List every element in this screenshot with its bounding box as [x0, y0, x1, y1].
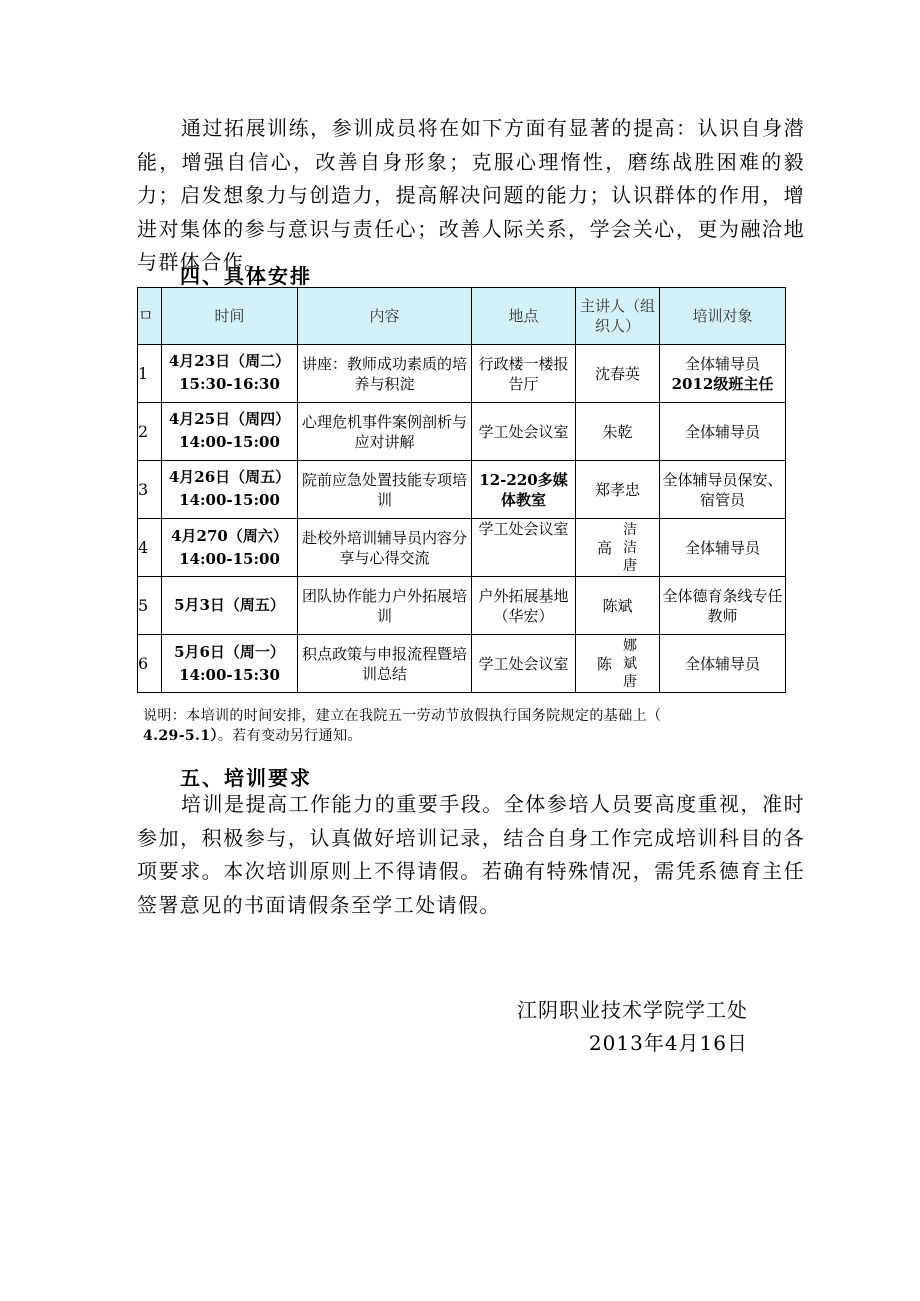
row-time-text: 4月23日（周二）15:30-16:30: [168, 351, 291, 393]
header-content: 内容: [298, 288, 472, 345]
section-4-title: 四、具体安排: [180, 264, 312, 288]
row-content: 心理危机事件案例剖析与应对讲解: [298, 403, 472, 461]
row-target: 全体辅导员: [660, 403, 786, 461]
header-no: ㅁ: [138, 288, 162, 345]
row-speaker-right: 洁洁唐: [623, 521, 637, 574]
note-text-end: 。若有变动另行通知。: [217, 728, 362, 744]
section-5-title: 五、培训要求: [180, 766, 312, 790]
header-target: 培训对象: [660, 288, 786, 345]
row-time: [162, 577, 298, 635]
row-content: 积点政策与申报流程暨培训总结: [298, 635, 472, 693]
note-text: 说明：本培训的时间安排，建立在我院五一劳动节放假执行国务院规定的基础上（: [143, 708, 662, 724]
row-no: 6: [138, 635, 162, 693]
table-note: [143, 706, 803, 746]
row-speaker-left: 陈: [596, 654, 612, 673]
row-speaker-right: 娜斌唐: [623, 637, 637, 690]
row-time-line1: 5月6日（周一）: [174, 642, 285, 661]
row-time-line1: 5月3日（周五）: [174, 596, 285, 614]
row-place: 12-220多媒体教室: [472, 461, 576, 519]
row-speaker: [576, 635, 660, 693]
table-row: [138, 345, 786, 403]
header-speaker: 主讲人（组织人）: [576, 288, 660, 345]
row-place: 学工处会议室: [472, 403, 576, 461]
row-no: 3: [138, 461, 162, 519]
table-row: [138, 635, 786, 693]
row-speaker: [576, 519, 660, 577]
row-content: 院前应急处置技能专项培训: [298, 461, 472, 519]
row-time: [162, 519, 298, 577]
row-speaker: 朱乾: [576, 403, 660, 461]
row-speaker: 沈春英: [576, 345, 660, 403]
signature-org: 江阴职业技术学院学工处: [517, 998, 748, 1022]
signature-date: 2013年4月16日: [588, 1031, 748, 1055]
row-time-line2: 14:00-15:00: [179, 549, 280, 568]
intro-paragraph: 通过拓展训练，参训成员将在如下方面有显著的提高：认识自身潜能，增强自信心，改善自身形象；克服心理惰性，磨练战胜困难的毅力；启发想象力与创造力，提高解决问题的能力；认识群体的作用，增进对集体的参与意识与责任心；改善人际关系，学会关心，更为融洽地与群体合作。: [137, 116, 805, 274]
row-time-text: 4月25日（周四）14:00-15:00: [168, 409, 291, 451]
row-time: [162, 461, 298, 519]
row-target-line2: 2012级班主任: [671, 374, 774, 393]
row-content: 讲座：教师成功素质的培养与积淀: [298, 345, 472, 403]
table-row: [138, 461, 786, 519]
row-place: 行政楼一楼报告厅: [472, 345, 576, 403]
row-content: 赴校外培训辅导员内容分享与心得交流: [298, 519, 472, 577]
schedule-table: [137, 287, 786, 693]
table-row: [138, 403, 786, 461]
row-no: 2: [138, 403, 162, 461]
row-target: 全体辅导员: [660, 635, 786, 693]
row-target: 全体辅导员保安、宿管员: [660, 461, 786, 519]
row-time: [162, 345, 298, 403]
row-speaker: 陈斌: [576, 577, 660, 635]
row-speaker: 郑孝忠: [576, 461, 660, 519]
header-place: 地点: [472, 288, 576, 345]
row-time-line2: 14:00-15:30: [179, 665, 280, 684]
row-content: 团队协作能力户外拓展培训: [298, 577, 472, 635]
table-row: [138, 519, 786, 577]
row-target: 全体德育条线专任教师: [660, 577, 786, 635]
row-place: 户外拓展基地（华宏）: [472, 577, 576, 635]
requirements-paragraph: 培训是提高工作能力的重要手段。全体参培人员要高度重视，准时参加，积极参与，认真做好培训记录，结合自身工作完成培训科目的各项要求。本次培训原则上不得请假。若确有特殊情况，需凭系德育主任签署意见的书面请假条至学工处请假。: [137, 792, 805, 917]
row-speaker-left: 高: [596, 538, 612, 557]
row-place: 学工处会议室: [472, 635, 576, 693]
row-time-text: 4月26日（周五）14:00-15:00: [168, 467, 291, 509]
note-date-range: 4.29-5.1）: [143, 728, 218, 744]
row-time: [162, 635, 298, 693]
row-no: 4: [138, 519, 162, 577]
row-time: [162, 403, 298, 461]
table-row: [138, 577, 786, 635]
row-no: 1: [138, 345, 162, 403]
row-no: 5: [138, 577, 162, 635]
header-time: 时间: [162, 288, 298, 345]
row-place: 学工处会议室: [472, 519, 576, 577]
table-header-row: [138, 288, 786, 345]
row-target: 全体辅导员: [660, 519, 786, 577]
row-target: [660, 345, 786, 403]
row-time-line1: 4月270（周六）: [171, 526, 288, 545]
row-target-line1: 全体辅导员: [684, 354, 760, 373]
